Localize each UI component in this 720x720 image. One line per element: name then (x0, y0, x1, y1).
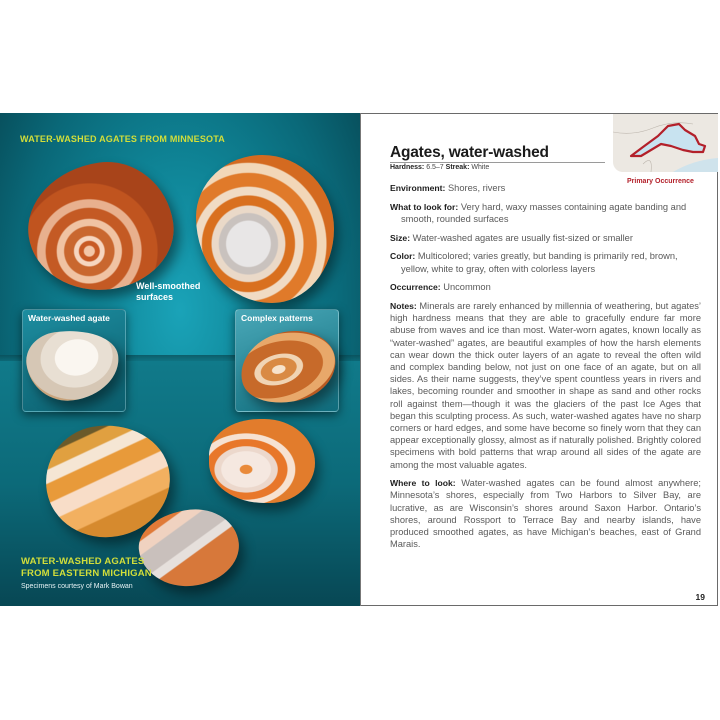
section-label: Notes: (390, 300, 417, 311)
hardness-label: Hardness: (390, 164, 425, 171)
inset-label: Water-washed agate (28, 313, 110, 323)
right-page-text (361, 113, 718, 606)
hardness-streak-line (390, 164, 489, 171)
occurrence-map (613, 114, 718, 172)
agate-photo-michigan-2 (209, 419, 315, 503)
section-label: Size: (390, 232, 411, 243)
title-divider (390, 162, 605, 163)
lake-superior-map-icon (613, 114, 718, 172)
section-where-to-look (390, 477, 701, 550)
section-what-to-look-for (390, 201, 701, 225)
section-text: Water-washed agates can be found almost anywhere; Minnesota’s shores, especially from Two Harbors to Silver Bay, are lucrative, as are Wisconsin’s shores around Saxon Harbor. Ontario’s shores, around Rossport to Terrace Bay and nearby islands, have produced smoothed agates, as have Michigan’s beaches, east of Grand Marais. (390, 478, 702, 550)
section-text: Very hard, waxy masses containing agate banding and smooth, rounded surfaces (401, 201, 687, 224)
section-label: Occurrence: (390, 282, 441, 293)
section-label: Color: (390, 251, 416, 262)
section-environment (390, 182, 701, 194)
section-notes (390, 300, 701, 471)
entry-body (390, 182, 701, 557)
heading-line-1: WATER-WASHED AGATES (21, 556, 145, 567)
agate-photo-white (23, 324, 124, 406)
inset-water-washed-agate (22, 309, 126, 412)
left-page-photo-plate (0, 113, 360, 606)
agate-photo-minnesota-2 (196, 155, 334, 303)
section-occurrence (390, 281, 701, 293)
callout-line-2: surfaces (136, 292, 174, 302)
callout-line-1: Well-smoothed (136, 281, 201, 291)
section-color (390, 250, 701, 274)
inset-complex-patterns (235, 309, 339, 412)
section-text: Uncommon (443, 282, 491, 293)
map-caption: Primary Occurrence (627, 178, 694, 185)
heading-minnesota-agates: WATER-WASHED AGATES FROM MINNESOTA (20, 134, 225, 144)
heading-line-2: FROM EASTERN MICHIGAN (21, 568, 152, 579)
section-label: Where to look: (390, 478, 456, 489)
section-label: Environment: (390, 183, 446, 193)
streak-label: Streak: (445, 164, 470, 171)
agate-photo-complex (233, 321, 344, 413)
section-label: What to look for: (390, 201, 459, 212)
section-text: Multicolored; varies greatly, but banding is primarily red, brown, yellow, white to gray, often with colorless layers (401, 251, 678, 274)
page-number: 19 (695, 592, 705, 602)
streak-value: White (471, 164, 490, 171)
specimen-credit: Specimens courtesy of Mark Bowan (21, 583, 133, 590)
heading-michigan-agates (21, 556, 181, 580)
inset-label: Complex patterns (241, 313, 313, 323)
section-text: Water-washed agates are usually fist-sized or smaller (412, 232, 633, 243)
agate-photo-minnesota-1 (20, 154, 181, 300)
callout-well-smoothed (136, 281, 200, 303)
entry-title: Agates, water-washed (390, 144, 549, 161)
section-text: Shores, rivers (447, 183, 506, 193)
section-size (390, 232, 701, 244)
hardness-value: 6.5–7 (426, 164, 444, 171)
book-spread (0, 113, 720, 606)
section-text: Minerals are rarely enhanced by millennia of weathering, but agates’ high hardness means that they are able to gracefully endure far more abuse from waves and ice than most. Water-worn agates, known locally as “water-washed” agates, are beautiful examples of how the harsh elements can wear down the thick outer layers of an agate to reveal the often wild and complex banding below, not just on one face of an agate, but on all sides. As their name suggests, they’ve spent countless years in rivers and lakes, becoming rounder and smoother in shape as sand and other rocks roll against them—though it was the glaciers of the past Ice Ages that began this sculpting process. As such, water-washed agates have no sharp corners or hard edges, and some have become so finely worn that they can appear exceptionally glossy, almost as if naturally polished. Brightly colored specimens with bold patterns that wrap around all sides of the agate are among the most valuable agates. (390, 300, 701, 470)
